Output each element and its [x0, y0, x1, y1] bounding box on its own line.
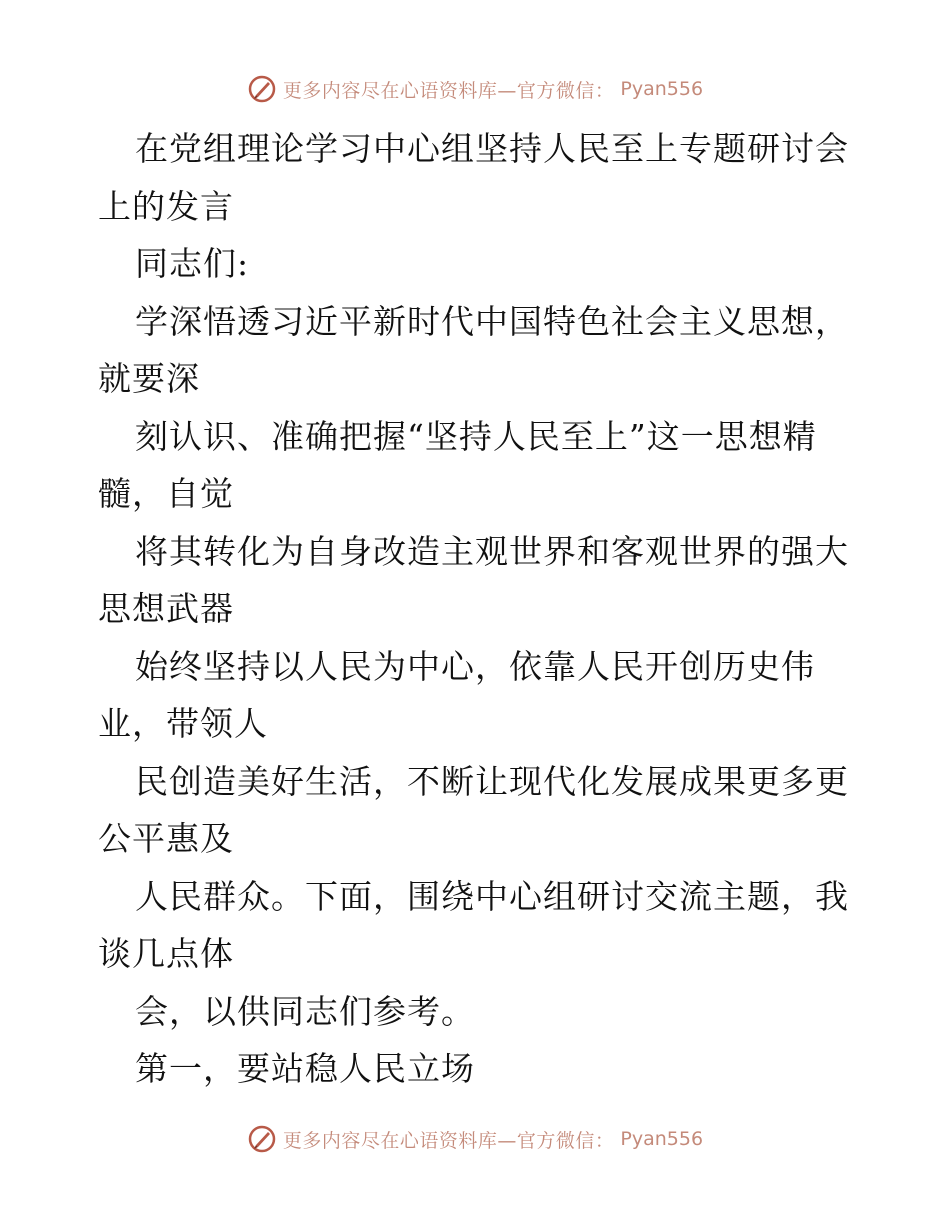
- salutation: 同志们:: [135, 244, 250, 283]
- text-line: 思想武器: [98, 589, 234, 628]
- quill-pen-logo-icon: [247, 74, 277, 104]
- text-line: 刻认识、准确把握“坚持人民至上”这一思想精: [135, 416, 817, 456]
- text-line: 公平惠及: [98, 819, 234, 858]
- watermark-wechat-id: Pyan556: [620, 78, 704, 100]
- text-line: 就要深: [98, 359, 200, 398]
- text-line: 谈几点体: [98, 934, 234, 973]
- watermark-text: 更多内容尽在心语资料库—官方微信：: [282, 79, 615, 102]
- quill-pen-logo-icon: [247, 1124, 277, 1154]
- text-line: 业，带领人: [98, 704, 268, 743]
- text-line: 始终坚持以人民为中心，依靠人民开创历史伟: [135, 646, 815, 686]
- watermark-wechat-id: Pyan556: [620, 1128, 704, 1150]
- document-body: [98, 120, 858, 1098]
- text-line: 将其转化为自身改造主观世界和客观世界的强大: [135, 531, 849, 571]
- text-line: 会，以供同志们参考。: [135, 991, 475, 1031]
- text-line: 人民群众。下面，围绕中心组研讨交流主题，我: [135, 876, 849, 916]
- text-line: 学深悟透习近平新时代中国特色社会主义思想，: [135, 301, 849, 341]
- section-heading: 第一，要站稳人民立场: [135, 1049, 475, 1088]
- text-line: 民创造美好生活，不断让现代化发展成果更多更: [135, 761, 849, 801]
- title-line-2: 上的发言: [98, 186, 234, 226]
- header-watermark: [0, 74, 950, 104]
- footer-watermark: [0, 1124, 950, 1154]
- title-line-1: 在党组理论学习中心组坚持人民至上专题研讨会: [135, 129, 849, 168]
- text-line: 髓，自觉: [98, 474, 234, 513]
- watermark-text: 更多内容尽在心语资料库—官方微信：: [282, 1129, 615, 1152]
